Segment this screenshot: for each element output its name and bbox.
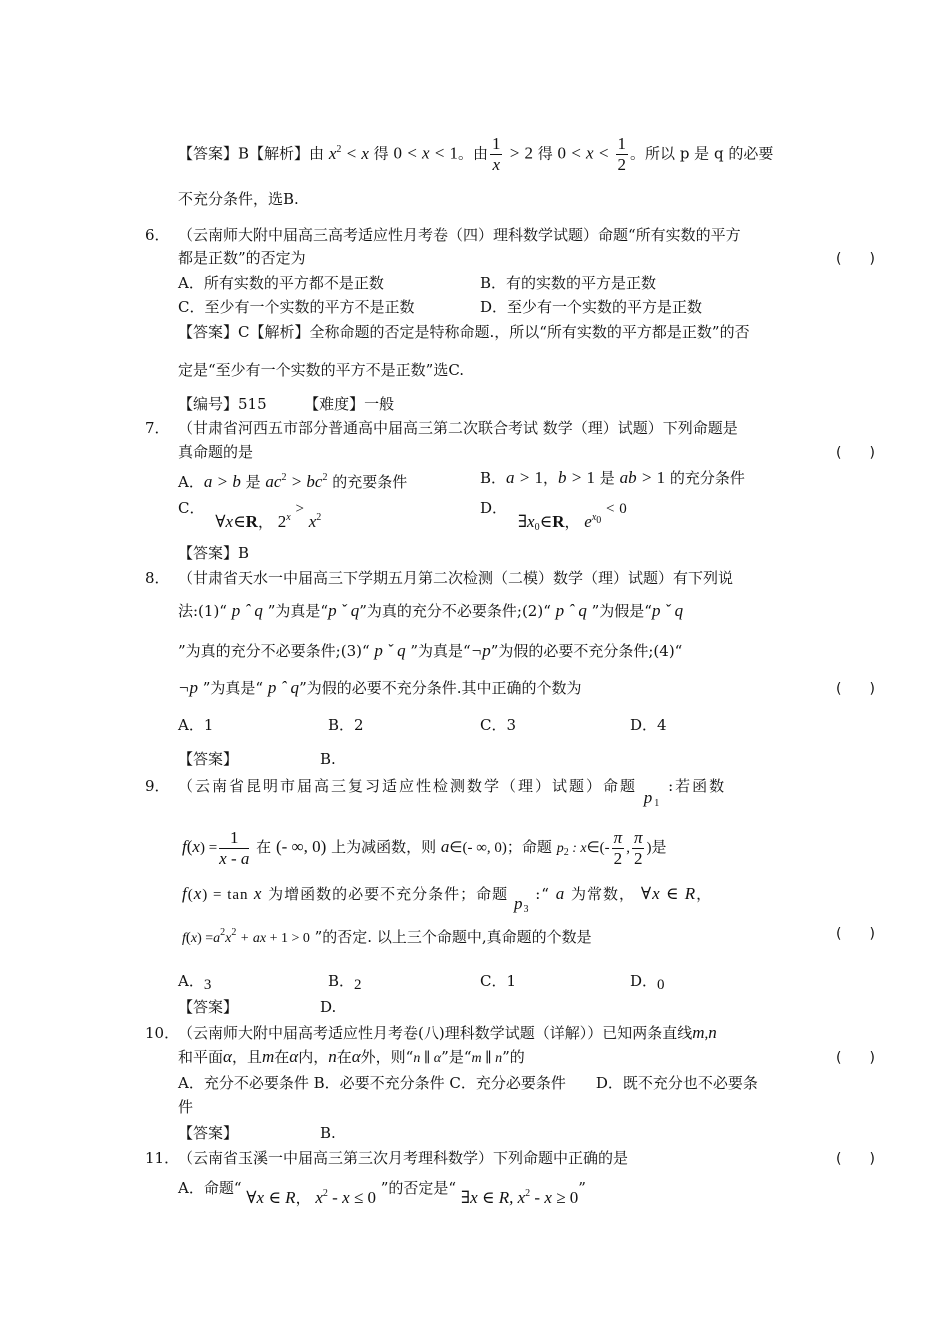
fraction-pi-over-2-a: $\frac{\pi}{2}$ — [613, 827, 623, 868]
q6-number: 6． — [145, 226, 170, 244]
q6-stem-line2: 都是正数”的否定为 — [178, 249, 306, 267]
q5-answer-line2: 不充分条件，选B. — [178, 190, 299, 208]
q9-option-a: A．3 — [178, 972, 212, 993]
q6-meta: 【编号】515 【难度】一般 — [178, 395, 395, 413]
q6-stem-line1: （云南师大附中届高三高考适应性月考卷（四）理科数学试题）命题“所有实数的平方 — [178, 226, 741, 244]
q7-answer-blank: ( ) — [836, 445, 875, 461]
q6-option-c: C．至少有一个实数的平方不是正数 — [178, 298, 415, 316]
q10-answer: 【答案】 B. — [178, 1124, 336, 1142]
q8-answer: 【答案】 B. — [178, 750, 336, 768]
q9-stem-line4: $f(x) =a^2x^2$ + ax + 1 > 0 ”的否定. 以上三个命题中,真命题的个数是 — [182, 927, 592, 946]
q11-number: 11． — [145, 1149, 180, 1167]
fraction-pi-over-2-b: $\frac{\pi}{2}$ — [633, 827, 643, 868]
q6-option-d: D．至少有一个实数的平方是正数 — [480, 298, 703, 316]
q8-number: 8． — [145, 569, 170, 587]
q10-stem-line2: 和平面α，且m在α内，n在α外，则“n ∥ α”是“m ∥ n”的 — [178, 1047, 525, 1066]
fraction-1-over-2: $\frac{1}{2}$ — [617, 134, 627, 174]
q9-stem-line3: f(x) = tan x 为增函数的必要不充分条件；命题 $p_3$ :“ a 为常数， ∀x ∈ R， — [182, 884, 713, 915]
q8-option-a: A．1 — [178, 716, 214, 734]
q9-option-d: D．0 — [630, 972, 665, 993]
q10-options: A．充分不必要条件 B．必要不充分条件 C．充分必要条件 D．既不充分也不必要条 — [178, 1074, 758, 1092]
q9-stem-line2: f(x) = $\frac{1}{x - a}$ 在 (- ∞, 0) 上为减函数，则 a∈(- ∞, 0)；命题 $p_2$ : x∈(- $\frac{\pi}{2}$ , $\frac{\pi}{2}$ )是 — [182, 827, 667, 868]
q5-answer-line1: 【答案】B【解析】由 $x^2 < x$ 得 0 < x < 1。由 $\frac{1}{x}$ > 2 得 0 < x < $\frac{1}{2}$ 。所以 p 是 q 的必要 — [178, 134, 774, 174]
q8-stem-line3: ”为真的充分不必要条件;(3)“ p ˇ q ”为真是“¬p”为假的必要不充分条件;(4)“ — [178, 641, 683, 660]
q10-number: 10． — [145, 1024, 180, 1042]
q10-stem-line1: （云南师大附中届高考适应性月考卷(八)理科数学试题（详解））已知两条直线m,n — [178, 1023, 717, 1042]
q6-option-a: A．所有实数的平方都不是正数 — [178, 274, 384, 292]
q9-number: 9． — [145, 777, 170, 795]
q9-option-b: B．2 — [328, 972, 362, 993]
q8-stem-line1: （甘肃省天水一中届高三下学期五月第二次检测（二模）数学（理）试题）有下列说 — [178, 569, 734, 587]
q11-option-a: A．命题“ ∀x ∈ R， $x^2 - x \le 0$ ”的否定是“ ∃x ∈ R, $x^2 - x \ge 0$” — [178, 1179, 586, 1207]
q8-option-b: B．2 — [328, 716, 364, 734]
q6-answer-line1: 【答案】C【解析】全称命题的否定是特称命题.，所以“所有实数的平方都是正数”的否 — [178, 323, 750, 341]
q8-stem-line4: ¬p ”为真是“ p ˆ q”为假的必要不充分条件.其中正确的个数为 — [178, 678, 582, 697]
q7-option-d: D． $\exists x_0\in R$， $e^{x_0} < 0$ — [480, 499, 627, 533]
q7-answer: 【答案】B — [178, 544, 250, 562]
q11-stem: （云南省玉溪一中届高三第三次月考理科数学）下列命题中正确的是 — [178, 1149, 629, 1167]
q7-stem-line2: 真命题的是 — [178, 443, 254, 461]
q8-stem-line2: 法:(1)“ p ˆ q ”为真是“p ˇ q”为真的充分不必要条件;(2)“ p ˆ q ”为假是“p ˇ q — [178, 601, 684, 620]
q6-answer-blank: ( ) — [836, 251, 875, 267]
q9-answer: 【答案】 D. — [178, 998, 337, 1016]
q9-stem-line1: （云南省昆明市届高三复习适应性检测数学（理）试题）命题 $p_1$ :若函数 — [178, 777, 727, 809]
fraction-1-over-x-minus-a: $\frac{1}{x - a}$ — [219, 827, 250, 868]
q7-stem-line1: （甘肃省河西五市部分普通高中届高三第二次联合考试 数学（理）试题）下列命题是 — [178, 419, 738, 437]
q9-answer-blank: ( ) — [836, 926, 875, 942]
q6-answer-line2: 定是“至少有一个实数的平方不是正数”选C. — [178, 361, 465, 379]
q7-option-b: B．a > 1，b > 1 是 ab > 1 的充分条件 — [480, 468, 745, 487]
q11-answer-blank: ( ) — [836, 1151, 875, 1167]
q9-option-c: C．1 — [480, 972, 517, 990]
q10-options-wrap: 件 — [178, 1098, 194, 1116]
q8-option-d: D．4 — [630, 716, 667, 734]
q10-answer-blank: ( ) — [836, 1050, 875, 1066]
q8-answer-blank: ( ) — [836, 681, 875, 697]
fraction-1-over-x: $\frac{1}{x}$ — [491, 134, 501, 174]
q8-option-c: C．3 — [480, 716, 517, 734]
q7-number: 7． — [145, 419, 170, 437]
q6-option-b: B．有的实数的平方是正数 — [480, 274, 657, 292]
q7-option-c: C． ∀x∈R， $2^x > x^2$ — [178, 499, 322, 531]
q7-option-a: A．a > b 是 $ac^2 > bc^2$ 的充要条件 — [178, 472, 408, 491]
